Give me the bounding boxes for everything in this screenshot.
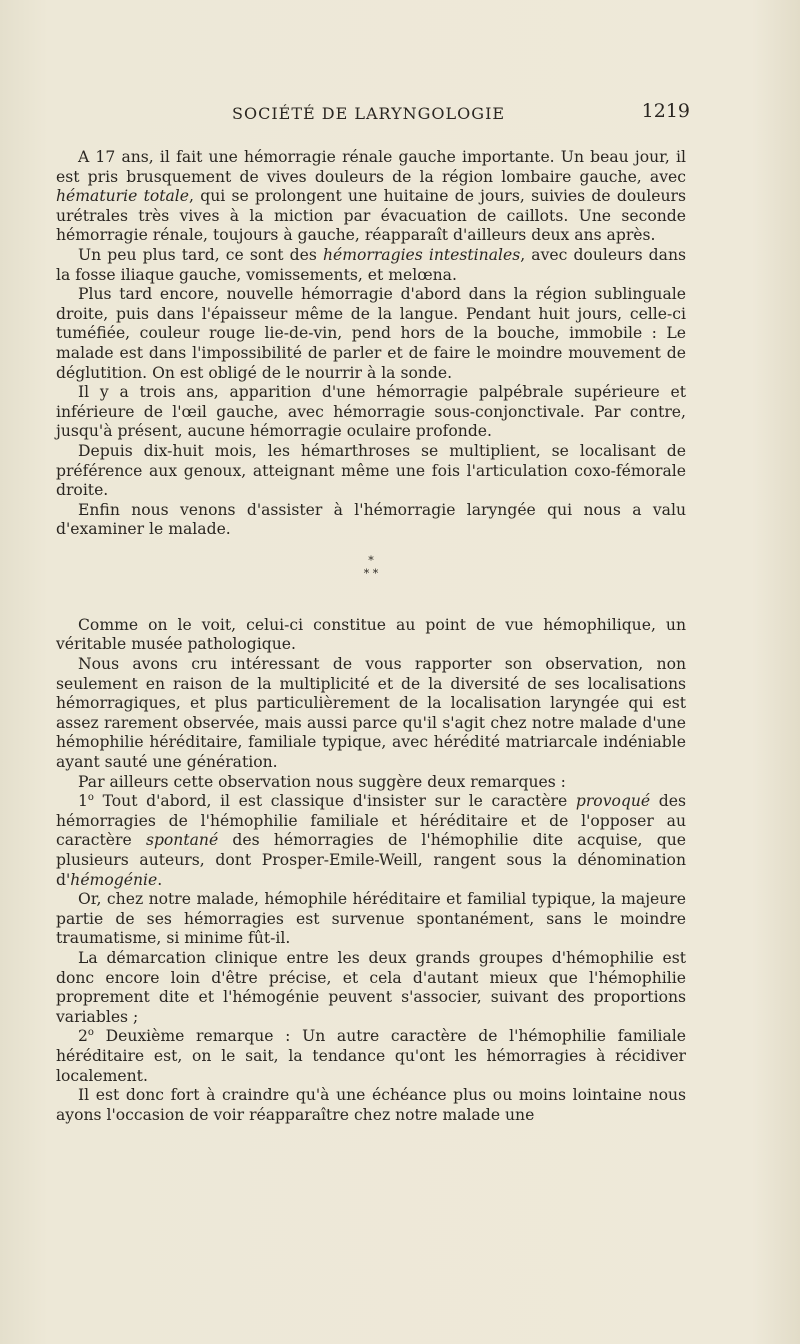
paragraph-hemarthroses: Depuis dix-huit mois, les hémarthroses se multiplient, se localisant de préférence aux genoux, atteignant même une fois l'articulation coxo-fémorale droite. [56,441,686,500]
asterism-separator [56,554,686,580]
paragraph-demarcation: La démarcation clinique entre les deux grands groupes d'hémophilie est donc encore loin d'être précise, et cela d'autant mieux que l'hémophilie proprement dite et l'hémogénie peuvent s'associer, suivant des proportions variables ; [56,948,686,1026]
paragraph-interest: Nous avons cru intéressant de vous rapporter son observation, non seulement en raison de la multiplicité et de la diversité de ses localisations hémorragiques, et plus particulièrement de la localisation laryngée qui est assez rarement observée, mais aussi parce qu'il s'agit chez notre malade d'une hémophilie héréditaire, familiale typique, avec hérédité matriarcale indéniable ayant sauté une génération. [56,655,686,772]
paragraph-laryngeal-hemorrhage: Enfin nous venons d'assister à l'hémorragie laryngée qui nous a valu d'examiner le malade. [56,500,686,539]
running-title: SOCIÉTÉ DE LARYNGOLOGIE [232,104,506,123]
paragraph-spontaneous: Or, chez notre malade, hémophile héréditaire et familial typique, la majeure partie de ses hémorragies est survenue spontanément, sans le moindre traumatisme, si minime fût-il. [56,890,686,948]
running-header [232,100,690,126]
paragraph-museum: Comme on le voit, celui-ci constitue au point de vue hémophilique, un véritable musée pathologique. [56,615,686,654]
paragraph-conclusion: Il est donc fort à craindre qu'à une échéance plus ou moins lointaine nous ayons l'occasion de voir réapparaître chez notre malade une [56,1086,686,1124]
paragraph-intestinal-hemorrhage: Un peu plus tard, ce sont des hémorragies intestinales, avec douleurs dans la fosse iliaque gauche, vomissements, et melœna. [56,245,686,284]
page-number: 1219 [641,100,690,122]
paragraph-remark-1: 1$^o$ Tout d'abord, il est classique d'insister sur le caractère provoqué des hémorragies de l'hémophilie familiale et héréditaire et de l'opposer au caractère spontané des hémorragies de l'hémophilie dite acquise, que plusieurs auteurs, dont Prosper-Emile-Weill, rangent sous la dénomination d'hémogénie. [56,792,687,889]
asterism-top: * [368,553,374,567]
body-text [56,148,686,1125]
paragraph-palpebral-hemorrhage: Il y a trois ans, apparition d'une hémorragie palpébrale supérieure et inférieure de l'œil gauche, avec hémorragie sous-conjonctivale. Par contre, jusqu'à présent, aucune hémorragie oculaire profonde. [56,383,686,441]
asterism-bottom: * * [363,566,379,580]
paragraph-sublingual-hemorrhage: Plus tard encore, nouvelle hémorragie d'abord dans la région sublinguale droite, puis dans l'épaisseur même de la langue. Pendant huit jours, celle-ci tuméfiée, couleur rouge lie-de-vin, pend hors de la bouche, immobile : Le malade est dans l'impossibilité de parler et de faire le moindre mouvement de déglutition. On est obligé de le nourrir à la sonde. [56,285,686,382]
paragraph-remark-2: 2$^o$ Deuxième remarque : Un autre caractère de l'hémophilie familiale héréditaire est, on le sait, la tendance qu'ont les hémorragies à récidiver localement. [56,1027,686,1085]
paragraph-remarks-intro: Par ailleurs cette observation nous suggère deux remarques : [78,772,566,791]
paragraph-renal-hemorrhage: A 17 ans, il fait une hémorragie rénale gauche importante. Un beau jour, il est pris brusquement de vives douleurs de la région lombaire gauche, avec hématurie totale, qui se prolongent une huitaine de jours, suivies de douleurs urétrales très vives à la miction par évacuation de caillots. Une seconde hémorragie rénale, toujours à gauche, réapparaît d'ailleurs deux ans après. [56,148,687,245]
